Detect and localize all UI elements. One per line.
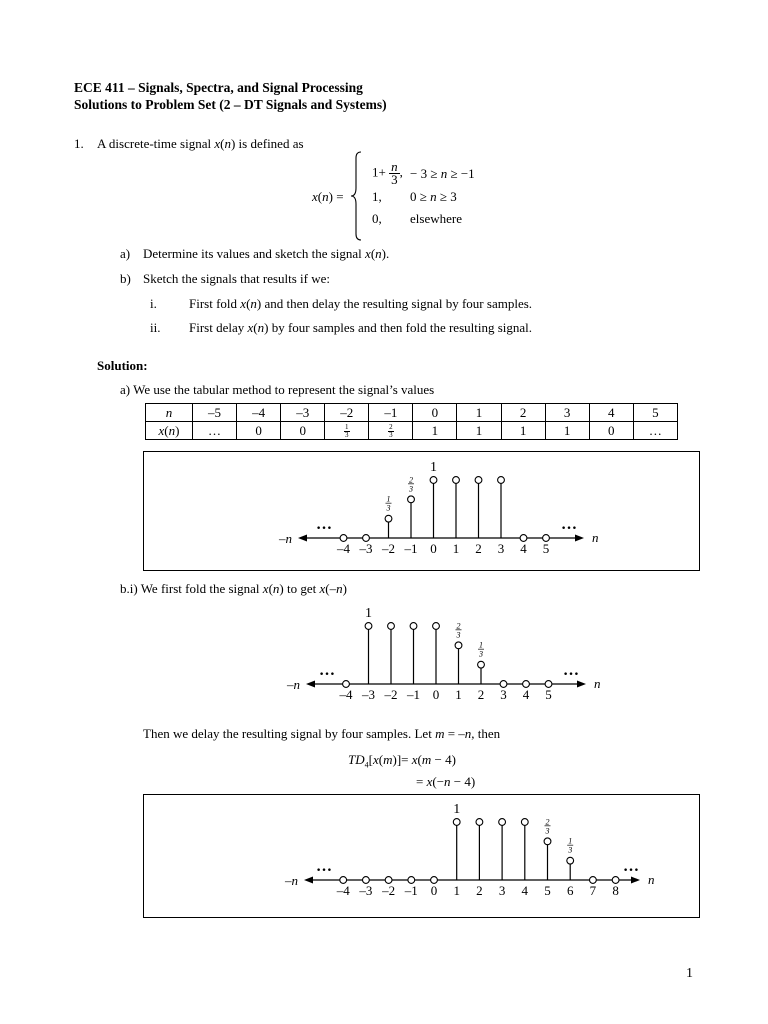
tick-label: 2 [477,687,485,702]
stem-marker [544,838,551,845]
axis-label-right: n [592,530,599,545]
axis-label-right: n [594,676,601,691]
value-label-two-thirds-num: 2 [545,817,550,827]
tick-label: –4 [336,883,350,898]
tick-label: 0 [432,687,440,702]
solution-a-text: a) We use the tabular method to represent the signal’s values [120,382,435,397]
tick-label: 6 [566,883,574,898]
table-cell: 4 [589,404,633,422]
stem-marker [385,877,392,884]
table-cell: –4 [237,404,281,422]
value-label-one-third-den: 3 [479,649,483,659]
ellipsis-right: … [563,662,579,679]
tick-label: 0 [430,883,438,898]
document-subtitle: Solutions to Problem Set (2 – DT Signals and Systems) [74,97,387,112]
part-a-label: a) [120,246,131,261]
ellipsis-right: … [623,858,639,875]
stem-marker [431,877,438,884]
tick-label: 5 [544,883,551,898]
table-cell: … [633,422,677,440]
ellipsis-right: … [561,516,577,533]
axis-label-left: –n [285,873,298,888]
tick-label: 0 [430,541,437,556]
tick-label: 1 [453,883,460,898]
table-cell: 0 [237,422,281,440]
stem-marker [363,877,370,884]
peak-label: 1 [365,606,372,621]
tick-label: 5 [542,541,550,556]
stem-marker [408,877,415,884]
tick-label: 4 [520,541,527,556]
tick-label: 3 [498,883,506,898]
stem-marker [340,877,347,884]
case-2-cond: 0 ≥ n ≥ 3 [410,189,457,204]
value-label-one-third-den: 3 [568,845,573,855]
stem-marker [612,877,619,884]
tick-label: 4 [522,687,530,702]
axis-label-left: –n [279,531,292,546]
part-bii-label: ii. [150,320,161,335]
table-cell: 1 [457,422,501,440]
equation-result: = x(−n − 4) [416,774,476,789]
table-cell: 2 [501,404,545,422]
tick-label: –1 [404,541,418,556]
value-label-two-thirds-den: 3 [545,826,550,836]
case-3-expr: 0, [372,211,382,226]
case-1-cond: − 3 ≥ n ≥ −1 [410,166,475,181]
axis-arrow-right [631,877,640,884]
table-cell-fraction: $\frac{1}{3}$ [325,422,369,440]
axis-label-right: n [648,872,655,887]
table-header-x: x(n) [146,422,193,440]
part-a-text: Determine its values and sketch the signal x(n). [143,246,390,261]
tick-label: 2 [475,541,482,556]
case-2-expr: 1, [372,189,382,204]
table-cell: 1 [457,404,501,422]
value-label-one-third-den: 3 [386,503,391,513]
value-label-one-third-num: 1 [568,836,573,846]
case-3-cond: elsewhere [410,211,462,226]
value-label-two-thirds-den: 3 [409,484,413,494]
part-bi-text: First fold x(n) and then delay the resulting signal by four samples. [189,296,533,311]
stem-marker [590,877,597,884]
table-cell: –1 [369,404,413,422]
table-cell: 0 [281,422,325,440]
tick-label: –2 [382,541,395,556]
page-number: 1 [686,966,693,981]
table-cell-fraction: $\frac{2}{3}$ [369,422,413,440]
table-cell: 5 [633,404,677,422]
tick-label: 8 [612,883,619,898]
tick-label: –3 [359,541,373,556]
tick-label: 4 [521,883,529,898]
stem-marker [476,819,483,826]
value-label-two-thirds-den: 3 [456,630,461,640]
table-cell: 1 [501,422,545,440]
stem-marker [453,819,460,826]
table-cell: –3 [281,404,325,422]
table-cell: 3 [545,404,589,422]
solution-bi-text: b.i) We first fold the signal x(n) to get x(–n) [120,581,347,596]
document-title: ECE 411 – Signals, Spectra, and Signal Processing [74,80,363,95]
value-label-two-thirds-num: 2 [409,475,413,485]
part-b-label: b) [120,271,131,286]
tick-label: –2 [384,687,398,702]
solution-delay-text: Then we delay the resulting signal by four samples. Let m = –n, then [143,726,501,741]
tick-label: –1 [404,883,418,898]
tick-label: –3 [362,687,375,702]
tick-label: 2 [476,883,483,898]
tick-label: –2 [382,883,396,898]
piecewise-lhs: x(n) = [312,189,344,204]
ellipsis-left: … [316,516,332,533]
tick-label: 1 [452,541,460,556]
tick-label: 7 [589,883,597,898]
stem-marker [521,819,528,826]
table-cell: 1 [413,422,457,440]
stem-marker [499,819,506,826]
solution-heading: Solution: [97,358,148,373]
axis-label-left: –n [287,677,300,692]
tick-label: –3 [359,883,373,898]
table-cell: 0 [413,404,457,422]
tick-label: 5 [545,687,552,702]
tick-label: 3 [500,687,507,702]
value-label-one-third-num: 1 [479,640,483,650]
peak-label: 1 [453,802,461,817]
table-cell: … [193,422,237,440]
tick-label: –4 [337,541,350,556]
part-bi-label: i. [150,296,157,311]
tick-label: –1 [407,687,420,702]
equation-td4: $TD_4[x(m)]= x(m - 4)$ [348,752,456,770]
axis-arrow-left [304,877,313,884]
stem-marker [567,857,574,864]
part-b-text: Sketch the signals that results if we: [143,271,331,286]
table-cell: 0 [589,422,633,440]
tick-label: 1 [455,687,462,702]
tick-label: 3 [497,541,505,556]
value-label-one-third-num: 1 [386,494,391,504]
case-1-expr: 1+ $\frac{n}{3}$ , [372,159,403,187]
table-cell: –5 [193,404,237,422]
table-cell: –2 [325,404,369,422]
problem-intro: A discrete-time signal x(n) is defined as [97,136,304,151]
problem-number: 1. [74,136,84,151]
value-label-two-thirds-num: 2 [456,621,461,631]
table-header-n: n [146,404,193,422]
part-bii-text: First delay x(n) by four samples and then fold the resulting signal. [189,320,533,335]
table-cell: 1 [545,422,589,440]
ellipsis-left: … [316,858,332,875]
peak-label: 1 [430,460,437,475]
ellipsis-left: … [319,662,335,679]
tick-label: –4 [339,687,353,702]
